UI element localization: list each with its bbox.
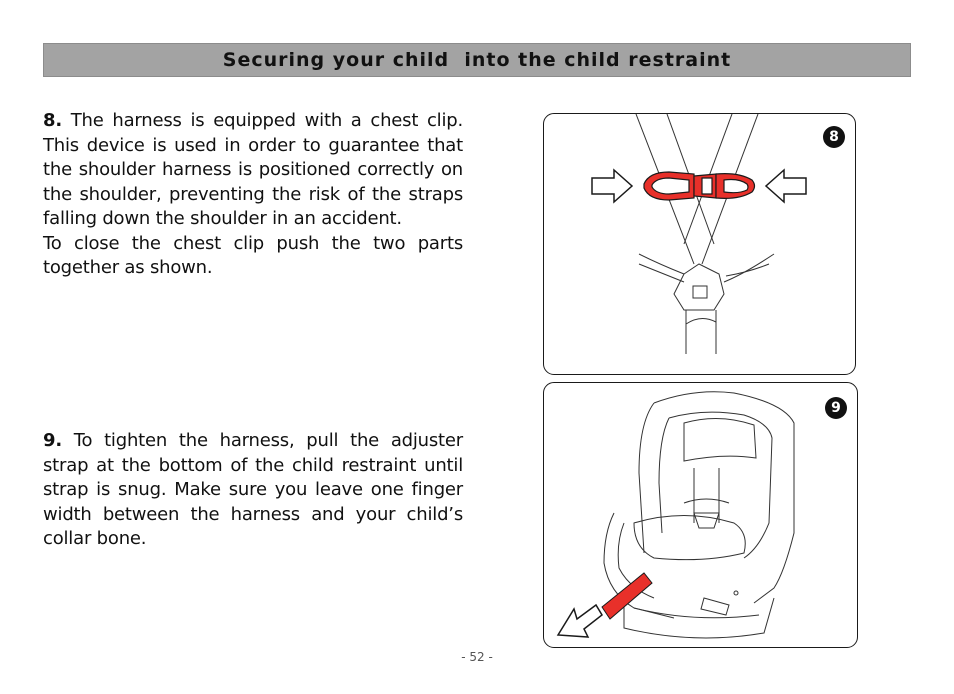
right-pointing-arrow-icon (592, 170, 632, 202)
step-8-text (43, 109, 463, 281)
left-pointing-arrow-icon (766, 170, 806, 202)
chest-clip (644, 172, 755, 200)
step-9-text (43, 429, 463, 552)
step-8-number: 8. (43, 110, 62, 131)
figure-8-badge: 8 (823, 126, 845, 148)
pull-arrow-icon (558, 605, 602, 637)
figure-8-chest-clip (543, 113, 856, 375)
chest-clip-illustration (544, 114, 856, 375)
step-9-body: To tighten the harness, pull the adjuster strap at the bottom of the child restraint until strap is snug. Make sure you leave one finger width between the harness and your child’s collar bone. (43, 430, 463, 549)
page-number: - 52 - (461, 650, 493, 664)
step-8-paragraph-2: To close the chest clip push the two parts together as shown. (43, 232, 463, 278)
car-seat-adjuster-illustration (544, 383, 858, 648)
figure-9-badge: 9 (825, 397, 847, 419)
section-header-bar (43, 43, 911, 77)
section-title: Securing your child into the child restraint (222, 49, 732, 71)
step-9-paragraph-1 (43, 429, 463, 552)
figure-9-car-seat (543, 382, 858, 648)
step-8-body: The harness is equipped with a chest clip. This device is used in order to guarantee that the shoulder harness is positioned correctly on the shoulder, preventing the risk of the straps falling down the shoulder in an accident. (43, 110, 463, 229)
step-8-paragraph-1 (43, 109, 463, 232)
step-9-number: 9. (43, 430, 62, 451)
